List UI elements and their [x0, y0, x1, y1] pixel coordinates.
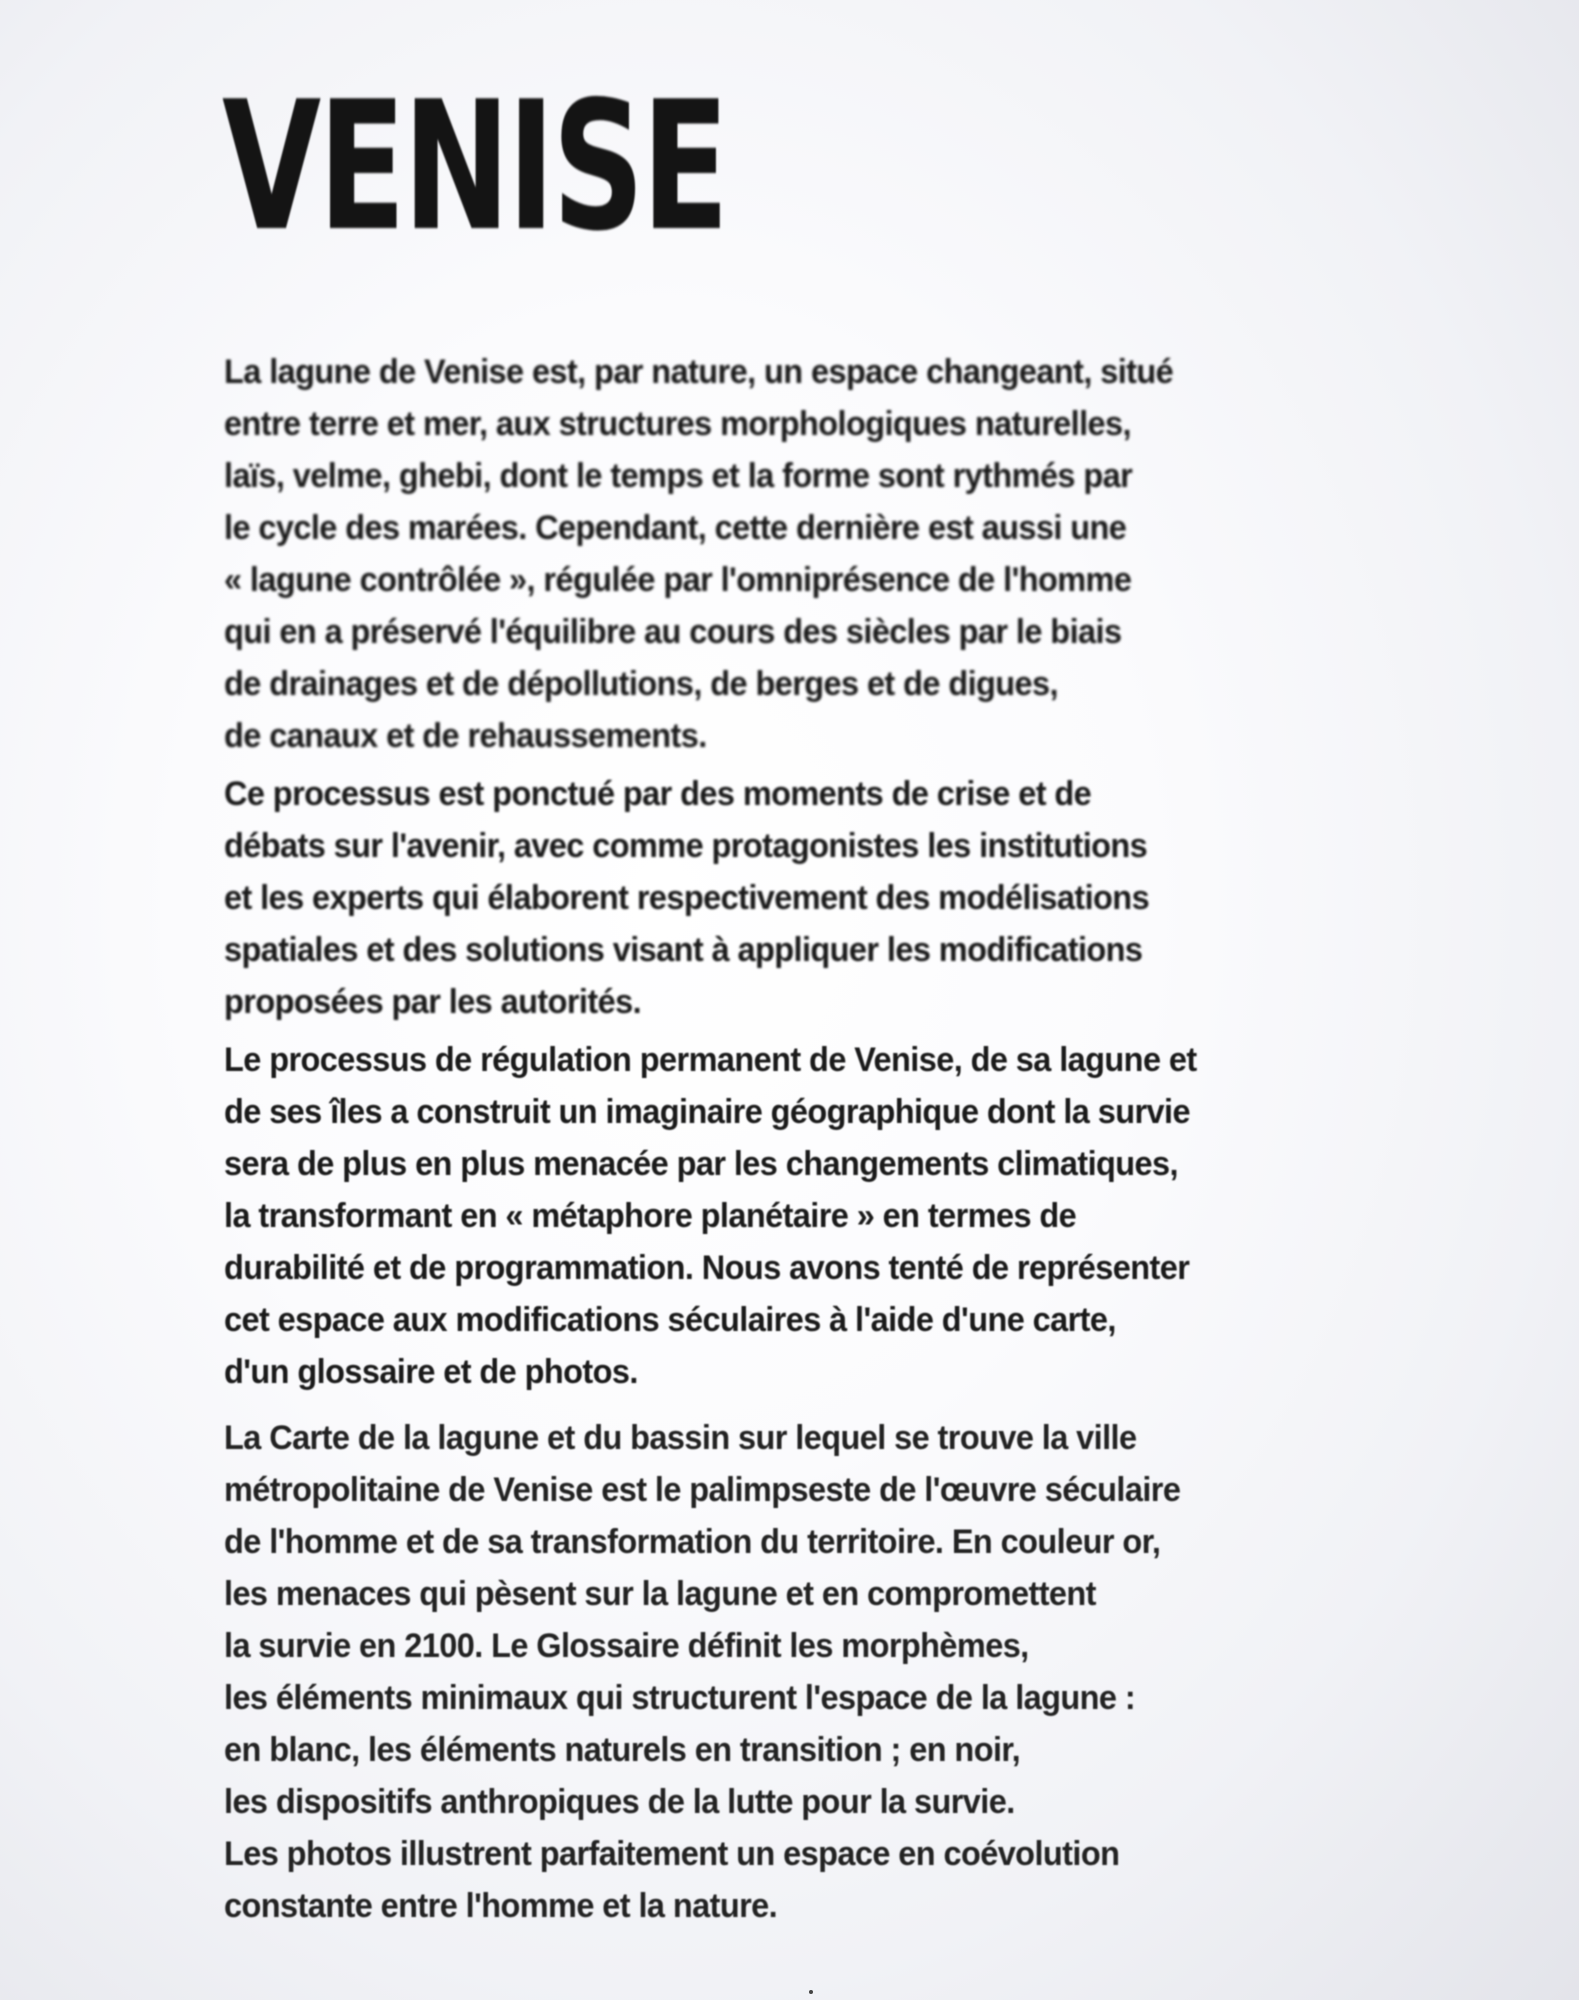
- text-line: durabilité et de programmation. Nous avons tenté de représenter: [224, 1249, 1190, 1287]
- text-line: La lagune de Venise est, par nature, un espace changeant, situé: [224, 353, 1174, 391]
- wall-speck: [809, 1990, 813, 1994]
- text-line: Ce processus est ponctué par des moments de crise et de: [224, 775, 1092, 813]
- text-line: les éléments minimaux qui structurent l'espace de la lagune :: [224, 1679, 1136, 1717]
- text-line: les dispositifs anthropiques de la lutte pour la survie.: [224, 1783, 1015, 1821]
- panel-body-text: [224, 346, 1454, 1932]
- text-line: et les experts qui élaborent respectivement des modélisations: [224, 879, 1150, 917]
- panel-title: VENISE: [222, 63, 727, 270]
- text-line: qui en a préservé l'équilibre au cours des siècles par le biais: [224, 613, 1122, 651]
- text-line: la survie en 2100. Le Glossaire définit les morphèmes,: [224, 1627, 1029, 1665]
- text-line: proposées par les autorités.: [224, 983, 642, 1021]
- text-line: constante entre l'homme et la nature.: [224, 1887, 778, 1925]
- text-line: la transformant en « métaphore planétaire » en termes de: [224, 1197, 1077, 1235]
- text-line: de ses îles a construit un imaginaire géographique dont la survie: [224, 1093, 1190, 1131]
- text-line: entre terre et mer, aux structures morphologiques naturelles,: [224, 405, 1131, 443]
- text-line: en blanc, les éléments naturels en transition ; en noir,: [224, 1731, 1021, 1769]
- text-line: les menaces qui pèsent sur la lagune et en compromettent: [224, 1575, 1096, 1613]
- paragraph-map-glossary-photos: [224, 1412, 1454, 1932]
- text-line: de drainages et de dépollutions, de berges et de digues,: [224, 665, 1058, 703]
- text-line: de l'homme et de sa transformation du territoire. En couleur or,: [224, 1523, 1161, 1561]
- text-line: d'un glossaire et de photos.: [224, 1353, 638, 1391]
- text-line: La Carte de la lagune et du bassin sur lequel se trouve la ville: [224, 1419, 1137, 1457]
- text-line: sera de plus en plus menacée par les changements climatiques,: [224, 1145, 1178, 1183]
- text-line: Les photos illustrent parfaitement un espace en coévolution: [224, 1835, 1120, 1873]
- text-line: « lagune contrôlée », régulée par l'omniprésence de l'homme: [224, 561, 1132, 599]
- text-line: métropolitaine de Venise est le palimpseste de l'œuvre séculaire: [224, 1471, 1181, 1509]
- text-line: cet espace aux modifications séculaires à l'aide d'une carte,: [224, 1301, 1116, 1339]
- text-line: débats sur l'avenir, avec comme protagonistes les institutions: [224, 827, 1148, 865]
- text-line: le cycle des marées. Cependant, cette dernière est aussi une: [224, 509, 1127, 547]
- paragraph-crisis-process: [224, 768, 1454, 1028]
- text-line: spatiales et des solutions visant à appliquer les modifications: [224, 931, 1143, 969]
- paragraph-regulation-imaginary: [224, 1034, 1454, 1398]
- paragraph-lagoon-nature: [224, 346, 1454, 762]
- text-line: Le processus de régulation permanent de Venise, de sa lagune et: [224, 1041, 1197, 1079]
- text-line: de canaux et de rehaussements.: [224, 717, 707, 755]
- text-line: laïs, velme, ghebi, dont le temps et la forme sont rythmés par: [224, 457, 1133, 495]
